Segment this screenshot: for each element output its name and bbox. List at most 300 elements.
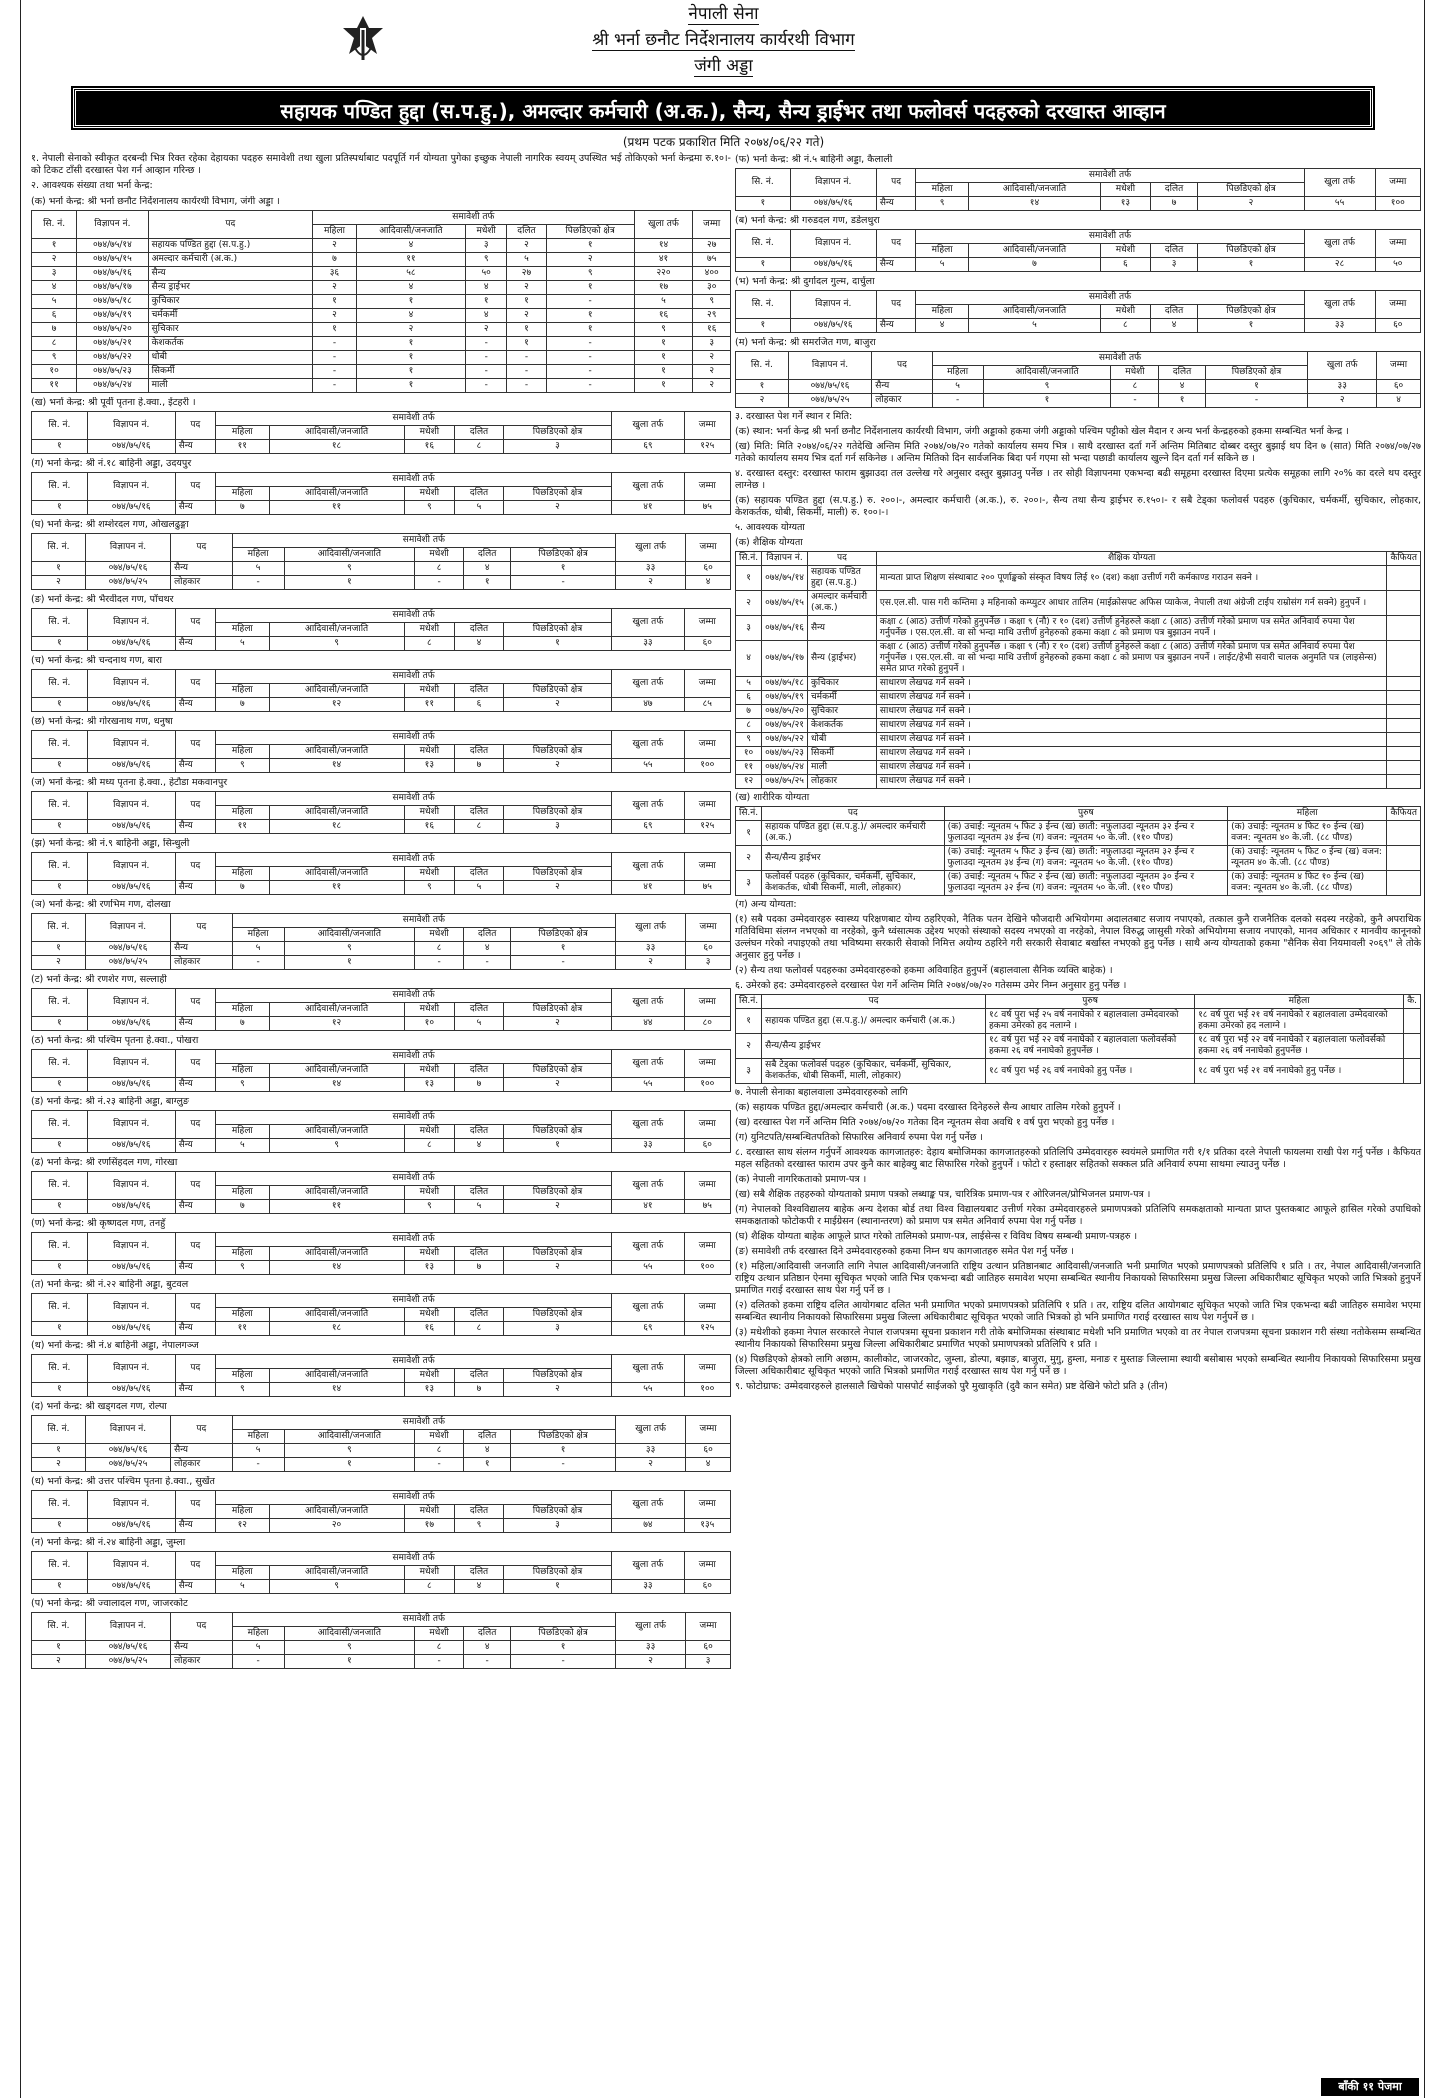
office-name: जंगी अड्डा	[694, 56, 753, 76]
section-7-title: ७. नेपाली सेनाका बहालवाला उम्मेदवारहरुको लागि	[735, 1087, 908, 1098]
col-header: पिछडिएको क्षेत्र	[503, 1003, 611, 1017]
table-cell: १	[32, 1580, 88, 1594]
left-center-20	[31, 1598, 731, 1669]
table-cell: ०७४/७५/१७	[762, 641, 808, 677]
table-cell: २	[503, 698, 611, 712]
left-center-11	[31, 1035, 731, 1092]
col-header: पिछडिएको क्षेत्र	[503, 1566, 611, 1580]
table-row	[32, 337, 731, 351]
col-header: दलित	[1150, 183, 1198, 197]
table-cell: -	[232, 956, 284, 970]
table-cell: -	[313, 365, 357, 379]
col-header: आदिवासी/जनजाति	[269, 426, 404, 440]
table-cell: ७	[455, 1078, 504, 1092]
table-cell: साधारण लेखपढ गर्न सक्ने ।	[876, 775, 1387, 789]
table-cell: १	[736, 197, 791, 211]
col-header: पिछडिएको क्षेत्र	[511, 928, 616, 942]
table-cell: सैन्य/सैन्य ड्राईभर	[762, 1034, 986, 1059]
col-header: विज्ञापन नं.	[85, 914, 170, 942]
col-header: आदिवासी/जनजाति	[269, 1125, 404, 1139]
table-cell: ५५	[612, 759, 684, 773]
table-cell: सैन्य/सैन्य ड्राईभर	[762, 846, 944, 871]
table-row	[32, 365, 731, 379]
table-cell: -	[313, 351, 357, 365]
col-header: सि.नं.	[736, 807, 762, 821]
col-header: पद	[175, 853, 215, 881]
table-cell	[1404, 1009, 1421, 1034]
table-cell: ३	[686, 1655, 731, 1669]
table-row	[32, 253, 731, 267]
table-row	[32, 1078, 731, 1092]
center-title: (ठ) भर्ना केन्द्र: श्री पश्चिम पृतना हे.क्वा., पोखरा	[31, 1035, 199, 1046]
col-header: कैफियत	[1387, 552, 1421, 566]
table-cell: १	[32, 1322, 88, 1336]
col-header: मधेशी	[404, 1003, 455, 1017]
table-cell: ३	[503, 1322, 611, 1336]
col-header: पद	[175, 473, 215, 501]
col-header: मधेशी	[404, 487, 455, 501]
table-cell: ५५	[612, 1261, 684, 1275]
table-cell: ३	[736, 1059, 762, 1084]
table-cell: सैन्य	[876, 258, 915, 272]
table-cell: २	[313, 281, 357, 295]
table-cell: १	[32, 501, 88, 515]
table-cell: १	[32, 1444, 86, 1458]
table-cell: ३६	[313, 267, 357, 281]
left-center-19	[31, 1537, 731, 1594]
table-cell: ०७४/७५/१४	[762, 566, 808, 591]
table-cell: १	[511, 562, 616, 576]
col-header: पिछडिएको क्षेत्र	[503, 1369, 611, 1383]
col-header: सि. नं.	[32, 473, 88, 501]
col-header: सि. नं.	[32, 1050, 88, 1078]
col-header: विज्ञापन नं.	[790, 230, 876, 258]
table-cell: माली	[148, 379, 313, 393]
table-cell: ४	[455, 637, 504, 651]
table-cell: १००	[684, 1383, 730, 1397]
col-header: मधेशी	[1101, 183, 1151, 197]
table-row	[736, 1034, 1421, 1059]
col-header: खुला तर्फ	[612, 731, 684, 759]
table-cell: २	[32, 576, 86, 590]
table-row	[32, 956, 731, 970]
table-cell: ५	[634, 295, 693, 309]
col-header: पद	[876, 291, 915, 319]
left-center-16	[31, 1340, 731, 1397]
col-header: समावेशी तर्फ	[916, 169, 1304, 183]
header-row	[736, 995, 1421, 1009]
table-cell: १४	[269, 1383, 404, 1397]
notice-page	[20, 0, 1425, 2098]
col-header: महिला	[215, 867, 269, 881]
col-header: पद	[171, 914, 233, 942]
col-header: समावेशी तर्फ	[215, 473, 611, 487]
col-header: जम्मा	[684, 412, 730, 440]
table-cell: ०७४/७५/२५	[85, 1655, 170, 1669]
table-cell: -	[466, 351, 507, 365]
col-header: सि.नं.	[736, 995, 762, 1009]
table-cell: १	[466, 295, 507, 309]
col-header: पिछडिएको क्षेत्र	[1198, 244, 1304, 258]
col-header: शैक्षिक योग्यता	[876, 552, 1387, 566]
section-3-a: (क) स्थान: भर्ना केन्द्र श्री भर्ना छनौट निर्देशनालय कार्यरथी विभाग, जंगी अड्डाको हकमा जंगी अड्डाको पश्चिम पट्टीको खेल मैदान र अन्य भर्ना केन्द्रहरुको हकमा सम्बन्धित भर्ना केन्द्र ।	[735, 426, 1349, 437]
center-table	[31, 1232, 731, 1275]
table-cell: लोहकार	[872, 394, 932, 408]
table-cell: १	[356, 351, 465, 365]
col-header: मधेशी	[1111, 366, 1159, 380]
col-header: पद	[175, 1172, 215, 1200]
table-cell: ३०	[693, 281, 731, 295]
table-cell: १३	[404, 1383, 455, 1397]
table-cell: ४	[464, 942, 511, 956]
table-cell: (क) उचाई: न्यूनतम ५ फिट ० ईन्च (ख) वजन: न्यूनतम ४० के.जी. (८८ पौण्ड)	[1228, 846, 1387, 871]
col-header: विज्ञापन नं.	[85, 1613, 170, 1641]
notice-title-banner: सहायक पण्डित हुद्दा (स.प.हु.), अमल्दार कर्मचारी (अ.क.), सैन्य, सैन्य ड्राईभर तथा फलोवर्स पदहरुको दरखास्त आव्हान	[73, 88, 1373, 128]
table-cell: ११	[356, 253, 465, 267]
table-row	[736, 616, 1421, 641]
table-row	[736, 380, 1421, 394]
table-cell: ६०	[686, 1444, 731, 1458]
table-cell: १००	[684, 1078, 730, 1092]
col-header: पिछडिएको क्षेत्र	[1198, 305, 1304, 319]
table-cell: २	[616, 576, 686, 590]
table-cell: ८	[404, 637, 455, 651]
col-header: सि. नं.	[32, 731, 88, 759]
table-cell: १	[634, 365, 693, 379]
table-cell: ५	[455, 501, 504, 515]
table-row	[736, 258, 1421, 272]
table-cell	[1387, 641, 1421, 677]
center-title: (न) भर्ना केन्द्र: श्री नं.२४ बाहिनी अड्डा, जुम्ला	[31, 1537, 186, 1548]
table-cell: ४	[356, 281, 465, 295]
table-cell: १८ वर्ष पुरा भई २१ वर्ष ननाघेको र बहालवाला उम्मेदवारको हकमा उमेरको हद नलाग्ने ।	[1195, 1009, 1404, 1034]
col-header: महिला	[1195, 995, 1404, 1009]
center-table	[735, 351, 1421, 408]
table-cell: ५	[32, 295, 77, 309]
table-cell: १२	[269, 1017, 404, 1031]
col-header: महिला	[215, 684, 269, 698]
col-header: सि. नं.	[32, 1111, 88, 1139]
table-cell: १	[32, 1383, 88, 1397]
header-row	[32, 989, 731, 1003]
table-cell: ०७४/७५/१६	[87, 1261, 175, 1275]
col-header: पिछडिएको क्षेत्र	[511, 1627, 616, 1641]
left-column	[31, 150, 731, 1669]
table-cell: ३	[1150, 258, 1198, 272]
table-cell: ०७४/७५/१६	[87, 1322, 175, 1336]
table-cell: १	[546, 309, 634, 323]
table-cell: ११	[404, 698, 455, 712]
col-header: जम्मा	[684, 1050, 730, 1078]
table-cell: १८	[269, 1322, 404, 1336]
table-cell: ८	[455, 1322, 504, 1336]
center-title: (भ) भर्ना केन्द्र: श्री दुर्गादल गुल्म, दार्चुला	[735, 276, 875, 287]
table-cell: ४४	[612, 1017, 684, 1031]
table-cell: -	[511, 956, 616, 970]
center-title: (ढ) भर्ना केन्द्र: श्री रणसिंहदल गण, गोरखा	[31, 1157, 178, 1168]
table-cell: कुचिकार	[807, 677, 876, 691]
table-cell: १६	[404, 820, 455, 834]
left-center-9	[31, 899, 731, 970]
col-header: जम्मा	[686, 534, 731, 562]
col-header: विज्ञापन नं.	[87, 670, 175, 698]
table-cell: ६	[455, 698, 504, 712]
table-row	[32, 698, 731, 712]
table-cell: सैन्य	[171, 1641, 233, 1655]
col-header: समावेशी तर्फ	[215, 853, 611, 867]
col-header: समावेशी तर्फ	[932, 352, 1308, 366]
col-header: खुला तर्फ	[612, 989, 684, 1017]
table-cell: १३	[404, 759, 455, 773]
table-cell: १४	[269, 1078, 404, 1092]
table-cell: लोहकार	[171, 1458, 233, 1472]
table-cell: १	[634, 379, 693, 393]
col-header: पद	[175, 1233, 215, 1261]
header-row	[736, 291, 1421, 305]
table-cell: लोहकार	[171, 1655, 233, 1669]
table-cell: -	[466, 365, 507, 379]
published-date: (प्रथम पटक प्रकाशित मिति २०७४/०६/२२ गते)	[622, 135, 825, 149]
table-cell: ५	[455, 881, 504, 895]
col-header: विज्ञापन नं.	[87, 853, 175, 881]
table-cell: -	[464, 956, 511, 970]
table-cell: -	[232, 576, 284, 590]
col-header: खुला तर्फ	[612, 1111, 684, 1139]
col-header: मधेशी	[415, 1627, 464, 1641]
table-cell: १	[32, 942, 86, 956]
center-table	[31, 210, 731, 393]
table-cell: ९	[269, 637, 404, 651]
col-header: पद	[762, 995, 986, 1009]
table-cell: ३	[503, 440, 611, 454]
table-cell: १	[356, 379, 465, 393]
table-cell: ९	[404, 1200, 455, 1214]
table-cell: -	[415, 576, 464, 590]
table-cell: ०७४/७५/२३	[77, 365, 148, 379]
table-cell: १	[736, 258, 791, 272]
table-cell: ३३	[1308, 380, 1377, 394]
table-cell: ०७४/७५/१६	[87, 1078, 175, 1092]
table-row	[736, 821, 1421, 846]
table-cell: १	[1159, 394, 1205, 408]
center-title: (म) भर्ना केन्द्र: श्री समरजित गण, बाजुरा	[735, 337, 876, 348]
col-header: आदिवासी/जनजाति	[269, 1064, 404, 1078]
col-header: जम्मा	[686, 1613, 731, 1641]
col-header: जम्मा	[686, 914, 731, 942]
table-cell: ०७४/७५/१६	[87, 820, 175, 834]
col-header: सि. नं.	[32, 914, 86, 942]
col-header: पिछडिएको क्षेत्र	[511, 548, 616, 562]
col-header: मधेशी	[404, 867, 455, 881]
table-cell: १	[511, 942, 616, 956]
col-header: पिछडिएको क्षेत्र	[503, 745, 611, 759]
table-row	[736, 591, 1421, 616]
right-center-3	[735, 337, 1421, 408]
col-header: खुला तर्फ	[612, 853, 684, 881]
table-cell	[1387, 705, 1421, 719]
table-cell: सैन्य	[175, 1383, 215, 1397]
table-cell: ०७४/७५/१८	[77, 295, 148, 309]
table-cell: -	[415, 1458, 464, 1472]
table-cell: -	[546, 337, 634, 351]
table-cell: २	[616, 1655, 686, 1669]
table-row	[32, 1641, 731, 1655]
table-cell: ६०	[686, 562, 731, 576]
table-cell: ४	[464, 562, 511, 576]
table-cell	[1404, 1059, 1421, 1084]
table-row	[736, 719, 1421, 733]
table-cell	[1387, 677, 1421, 691]
col-header: महिला	[215, 1505, 269, 1519]
table-cell: ९	[284, 1444, 415, 1458]
center-table	[31, 852, 731, 895]
header-row	[32, 1491, 731, 1505]
center-table	[31, 1049, 731, 1092]
section-6-title: ६. उमेरको हद: उम्मेदवारहरुले दरखास्त पेश गर्ने अन्तिम मिति २०७४/०७/२० गतेसम्म उमेर निम्न अनुसार हुनु पर्नेछ ।	[735, 980, 1127, 991]
col-header: दलित	[455, 623, 504, 637]
header-row	[32, 1355, 731, 1369]
center-title: (झ) भर्ना केन्द्र: श्री नं.९ बाहिनी अड्डा, सिन्धुली	[31, 838, 190, 849]
table-cell	[1404, 1034, 1421, 1059]
table-cell: २	[693, 351, 731, 365]
table-cell: -	[415, 1655, 464, 1669]
header-row	[32, 412, 731, 426]
col-header: सि. नं.	[32, 1172, 88, 1200]
table-cell: १	[32, 1200, 88, 1214]
table-cell: २७	[507, 267, 546, 281]
table-cell: १	[546, 239, 634, 253]
col-header: आदिवासी/जनजाति	[284, 548, 415, 562]
col-header: विज्ञापन नं.	[87, 1355, 175, 1383]
col-header: समावेशी तर्फ	[215, 670, 611, 684]
table-cell: ५	[736, 677, 762, 691]
table-cell: १	[736, 1009, 762, 1034]
section-7-c: (ग) युनिटपति/सम्बन्धितपतिको सिफारिस अनिवार्य रुपमा पेश गर्नु पर्नेछ ।	[735, 1132, 984, 1143]
table-row	[736, 761, 1421, 775]
table-cell: ९	[269, 1139, 404, 1153]
table-cell: ५	[215, 1139, 269, 1153]
table-cell: ८	[455, 440, 504, 454]
table-cell: २	[32, 956, 86, 970]
table-cell: १	[464, 576, 511, 590]
left-center-0	[31, 196, 731, 393]
col-header: विज्ञापन नं.	[788, 352, 871, 380]
col-header: दलित	[455, 745, 504, 759]
table-row	[32, 323, 731, 337]
table-cell: ९	[215, 1261, 269, 1275]
table-cell: साधारण लेखपढ गर्न सक्ने ।	[876, 705, 1387, 719]
table-cell: ९	[983, 380, 1111, 394]
header-row	[32, 1294, 731, 1308]
col-header: सि. नं.	[736, 352, 789, 380]
directorate-name: श्री भर्ना छनौट निर्देशनालय कार्यरथी विभाग	[592, 30, 855, 50]
col-header: सि. नं.	[32, 534, 86, 562]
col-header: कैफियत	[1387, 807, 1421, 821]
center-title: (क) भर्ना केन्द्र: श्री भर्ना छनौट निर्देशनालय कार्यरथी विभाग, जंगी अड्डा ।	[31, 196, 280, 207]
table-cell: ७५	[693, 253, 731, 267]
table-cell: ५५	[1304, 197, 1375, 211]
table-cell: १२	[269, 698, 404, 712]
col-header: पिछडिएको क्षेत्र	[503, 623, 611, 637]
table-cell: -	[464, 1655, 511, 1669]
table-cell: १	[736, 566, 762, 591]
col-header: आदिवासी/जनजाति	[284, 928, 415, 942]
table-cell: -	[507, 351, 546, 365]
table-cell: ३	[736, 616, 762, 641]
center-title: (ख) भर्ना केन्द्र: श्री पूर्वी पृतना हे.क्वा., ईटहरी ।	[31, 397, 196, 408]
table-cell: -	[932, 394, 983, 408]
table-cell: १८ वर्ष पुरा भई २६ वर्ष ननाघेको हुनु पर्नेछ ।	[986, 1059, 1195, 1084]
table-cell	[1387, 871, 1421, 896]
table-cell: ५०	[1375, 258, 1420, 272]
table-cell: ९	[269, 1580, 404, 1594]
table-cell: १	[32, 881, 88, 895]
table-cell: -	[546, 379, 634, 393]
table-cell: १	[32, 1078, 88, 1092]
table-cell: ८	[404, 1580, 455, 1594]
left-center-2	[31, 458, 731, 515]
table-cell: २८	[1304, 258, 1375, 272]
table-cell: ११	[215, 820, 269, 834]
section-7-b: (ख) दरखास्त पेश गर्ने अन्तिम मिति २०७४/०७/२० गतेका दिन न्यूनतम सेवा अवधि १ वर्ष पुरा भएको हुनु पर्नेछ ।	[735, 1117, 1115, 1128]
table-cell	[1387, 591, 1421, 616]
table-cell: अमल्दार कर्मचारी (अ.क.)	[148, 253, 313, 267]
table-cell: ०७४/७५/२३	[762, 747, 808, 761]
left-center-5	[31, 655, 731, 712]
table-row	[32, 1444, 731, 1458]
col-header: दलित	[455, 487, 504, 501]
col-header: पद	[175, 1491, 215, 1519]
table-cell: १	[546, 281, 634, 295]
table-cell: ११	[269, 1200, 404, 1214]
table-cell: १	[32, 562, 86, 576]
col-header: खुला तर्फ	[1304, 169, 1375, 197]
left-center-6	[31, 716, 731, 773]
col-header: समावेशी तर्फ	[215, 1355, 611, 1369]
col-header: खुला तर्फ	[612, 473, 684, 501]
table-cell: सबै टेड्का फलोवर्स पदहरु (कुचिकार, चर्मकर्मी, सुचिकार, केशकर्तक, धोबी सिकर्मी, माली, लोहकार)	[762, 1059, 986, 1084]
table-cell: ४	[466, 281, 507, 295]
table-cell: ५	[232, 1444, 284, 1458]
right-center-1	[735, 215, 1421, 272]
table-row	[32, 1519, 731, 1533]
table-cell: ९	[736, 733, 762, 747]
table-cell: ५	[916, 258, 969, 272]
table-cell: ५	[215, 1580, 269, 1594]
table-cell: १४	[968, 197, 1100, 211]
table-cell: ०७४/७५/१६	[87, 501, 175, 515]
table-cell	[1387, 846, 1421, 871]
center-table	[31, 1415, 731, 1472]
col-header: जम्मा	[684, 1233, 730, 1261]
col-header: समावेशी तर्फ	[215, 1172, 611, 1186]
col-header: जम्मा	[684, 853, 730, 881]
table-cell: ६०	[684, 1139, 730, 1153]
table-cell: ७	[1150, 197, 1198, 211]
col-header: सि. नं.	[32, 1552, 88, 1580]
table-cell: सैन्य	[175, 501, 215, 515]
col-header: मधेशी	[404, 745, 455, 759]
col-header: दलित	[455, 684, 504, 698]
col-header: महिला	[215, 487, 269, 501]
col-header: मधेशी	[404, 1308, 455, 1322]
table-row	[32, 1261, 731, 1275]
table-cell: ०७४/७५/१४	[77, 239, 148, 253]
table-cell: ८	[415, 942, 464, 956]
col-header: जम्मा	[684, 609, 730, 637]
table-cell: ४	[455, 1139, 504, 1153]
col-header: विज्ञापन नं.	[87, 1233, 175, 1261]
